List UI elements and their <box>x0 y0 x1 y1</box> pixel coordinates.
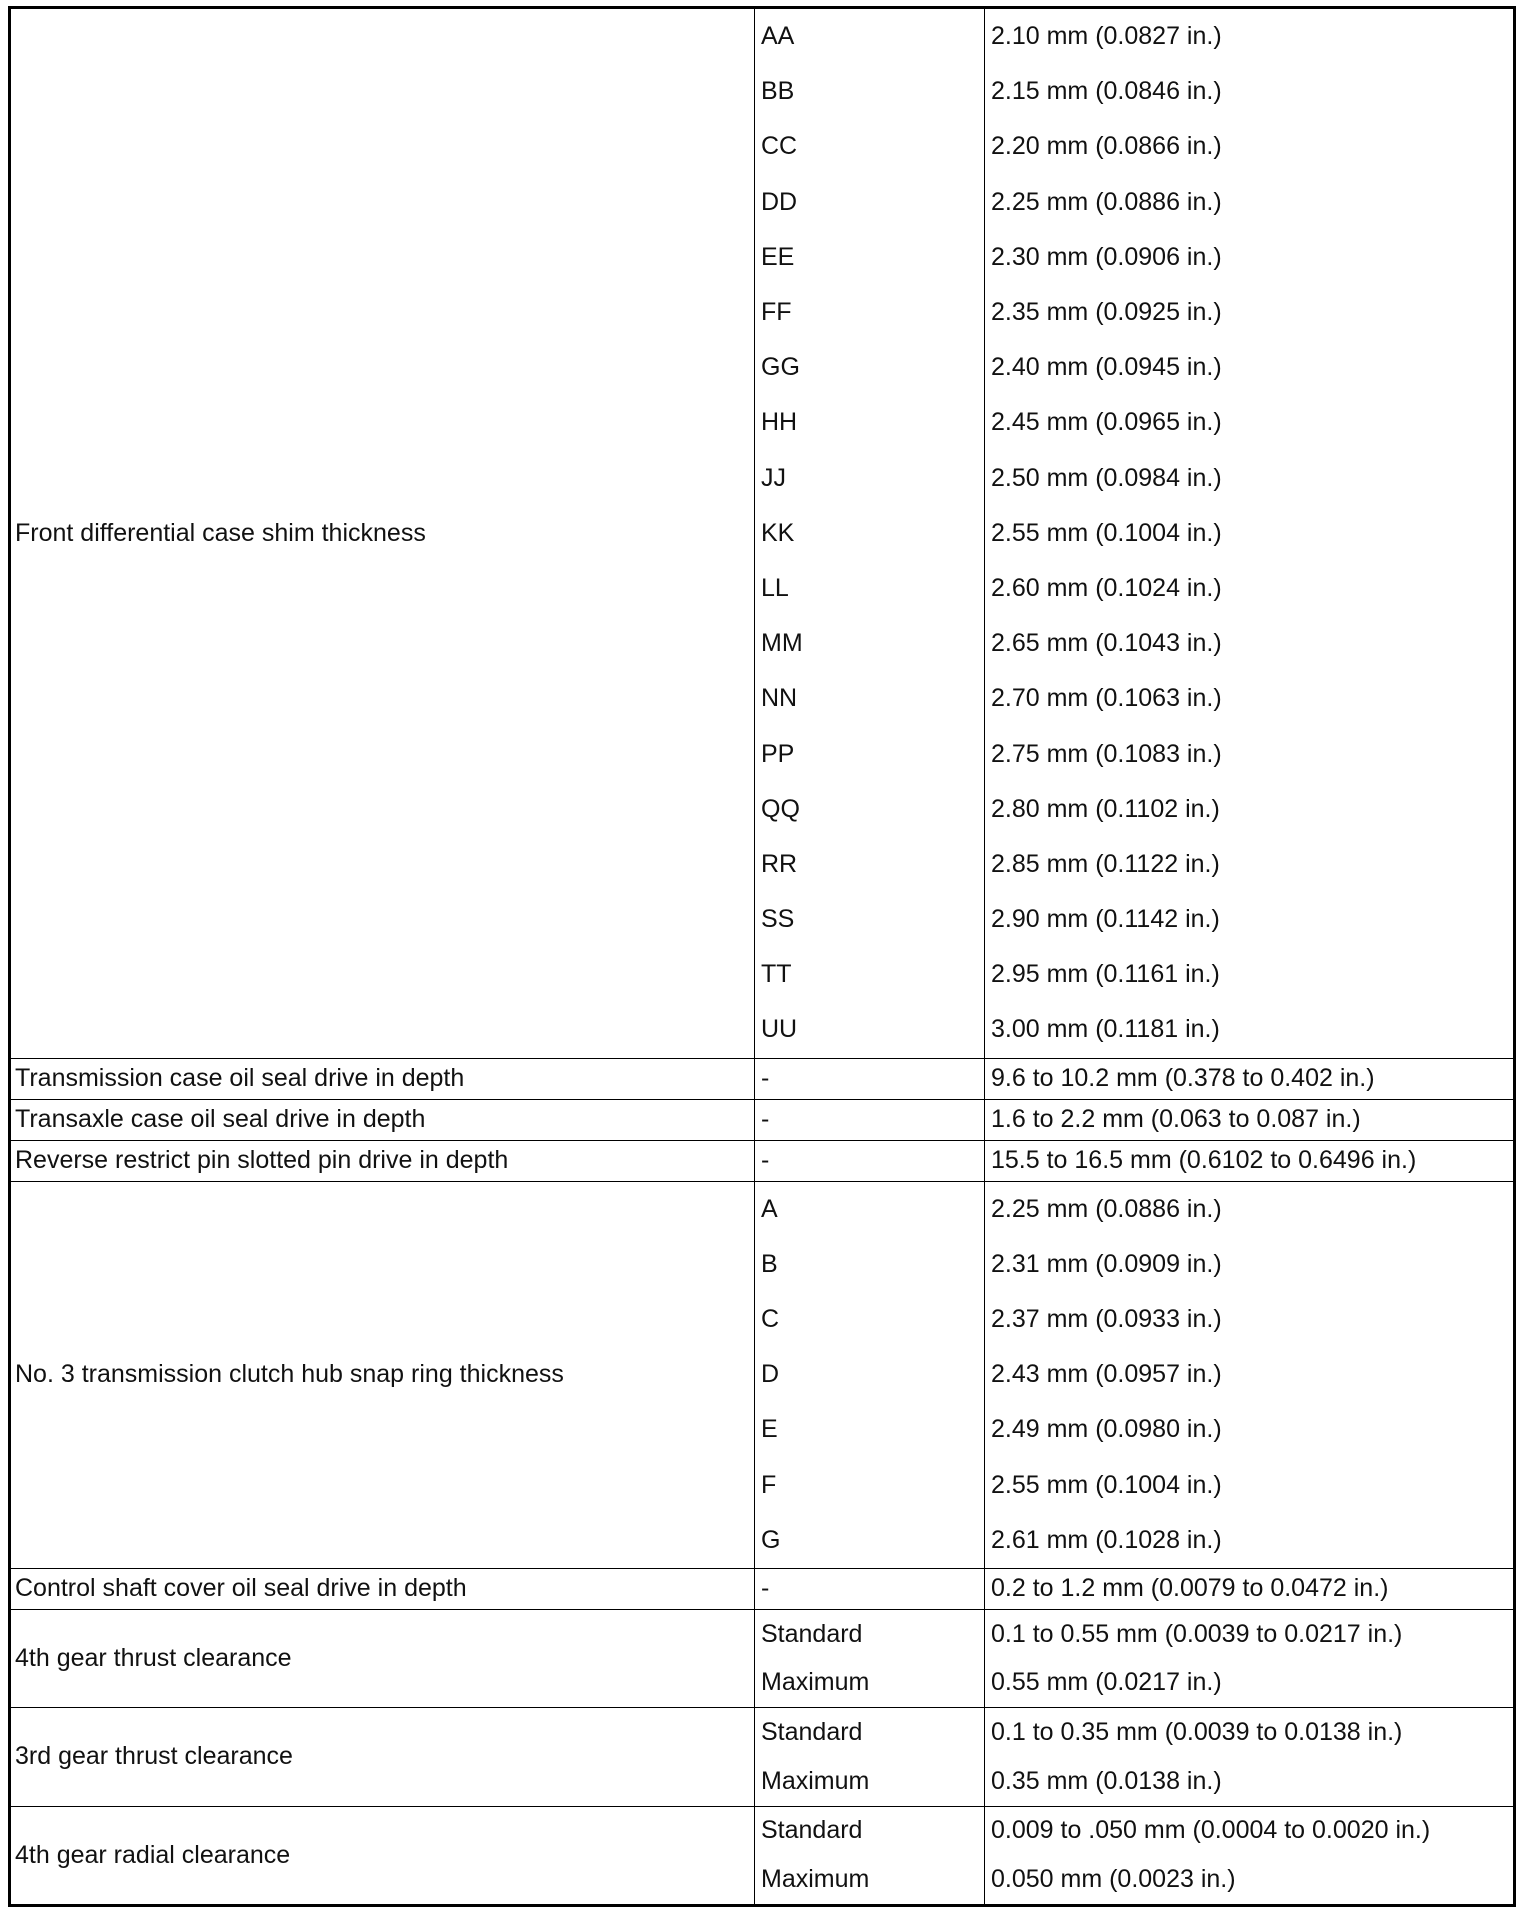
value: 2.90 mm (0.1142 in.) <box>991 905 1220 934</box>
code-cell <box>755 1609 985 1707</box>
value: 0.050 mm (0.0023 in.) <box>991 1865 1236 1894</box>
item-label: 4th gear radial clearance <box>10 1806 755 1905</box>
value: 2.37 mm (0.0933 in.) <box>991 1305 1222 1334</box>
code: Maximum <box>761 1865 870 1894</box>
value: 2.75 mm (0.1083 in.) <box>991 739 1222 768</box>
code: D <box>761 1360 780 1389</box>
code: TT <box>761 960 792 989</box>
code: PP <box>761 739 795 768</box>
value: 2.45 mm (0.0965 in.) <box>991 408 1222 437</box>
value: 0.35 mm (0.0138 in.) <box>991 1766 1222 1795</box>
code-cell <box>755 1708 985 1806</box>
code: - <box>755 1568 985 1609</box>
value-cell <box>985 1806 1515 1905</box>
value: 2.43 mm (0.0957 in.) <box>991 1360 1222 1389</box>
code: GG <box>761 353 800 382</box>
table-row <box>10 1708 1515 1806</box>
table-row <box>10 8 1515 1059</box>
code: KK <box>761 518 795 547</box>
value: 3.00 mm (0.1181 in.) <box>991 1015 1220 1044</box>
table-row <box>10 1099 1515 1140</box>
value: 2.55 mm (0.1004 in.) <box>991 1470 1222 1499</box>
value-cell <box>985 1181 1515 1568</box>
item-label: Control shaft cover oil seal drive in depth <box>10 1568 755 1609</box>
value: 2.31 mm (0.0909 in.) <box>991 1249 1222 1278</box>
value: 2.50 mm (0.0984 in.) <box>991 463 1222 492</box>
table-row <box>10 1609 1515 1707</box>
code: Maximum <box>761 1766 870 1795</box>
value: 1.6 to 2.2 mm (0.063 to 0.087 in.) <box>985 1099 1515 1140</box>
code: B <box>761 1249 778 1278</box>
code: QQ <box>761 794 800 823</box>
value: 2.25 mm (0.0886 in.) <box>991 187 1222 216</box>
code: BB <box>761 77 795 106</box>
value: 2.15 mm (0.0846 in.) <box>991 77 1222 106</box>
item-label: Transaxle case oil seal drive in depth <box>10 1099 755 1140</box>
value-cell <box>985 1609 1515 1707</box>
value: 9.6 to 10.2 mm (0.378 to 0.402 in.) <box>985 1058 1515 1099</box>
code: - <box>755 1140 985 1181</box>
code: AA <box>761 22 795 51</box>
value: 2.49 mm (0.0980 in.) <box>991 1415 1222 1444</box>
value: 2.85 mm (0.1122 in.) <box>991 849 1220 878</box>
value: 2.40 mm (0.0945 in.) <box>991 353 1222 382</box>
value-cell <box>985 8 1515 1059</box>
item-label: Reverse restrict pin slotted pin drive in depth <box>10 1140 755 1181</box>
code: UU <box>761 1015 798 1044</box>
code: JJ <box>761 463 786 492</box>
value: 2.70 mm (0.1063 in.) <box>991 684 1222 713</box>
item-label: 3rd gear thrust clearance <box>10 1708 755 1806</box>
table-row <box>10 1140 1515 1181</box>
code: SS <box>761 905 795 934</box>
value: 0.2 to 1.2 mm (0.0079 to 0.0472 in.) <box>985 1568 1515 1609</box>
value: 2.10 mm (0.0827 in.) <box>991 22 1222 51</box>
code-cell <box>755 8 985 1059</box>
value: 2.80 mm (0.1102 in.) <box>991 794 1220 823</box>
code: G <box>761 1525 781 1554</box>
table-row <box>10 1806 1515 1905</box>
table-row <box>10 1568 1515 1609</box>
code: - <box>755 1058 985 1099</box>
code-cell <box>755 1806 985 1905</box>
value: 0.009 to .050 mm (0.0004 to 0.0020 in.) <box>991 1816 1431 1845</box>
value: 2.35 mm (0.0925 in.) <box>991 298 1222 327</box>
code: E <box>761 1415 778 1444</box>
item-label: Front differential case shim thickness <box>10 8 755 1059</box>
value: 2.55 mm (0.1004 in.) <box>991 518 1222 547</box>
value: 2.65 mm (0.1043 in.) <box>991 629 1222 658</box>
code: - <box>755 1099 985 1140</box>
code: LL <box>761 573 789 602</box>
table-row <box>10 1181 1515 1568</box>
code: A <box>761 1194 778 1223</box>
value: 0.1 to 0.35 mm (0.0039 to 0.0138 in.) <box>991 1718 1403 1747</box>
code: Standard <box>761 1816 863 1845</box>
value: 2.61 mm (0.1028 in.) <box>991 1525 1222 1554</box>
code: NN <box>761 684 798 713</box>
code: FF <box>761 298 792 327</box>
code: DD <box>761 187 798 216</box>
value: 2.20 mm (0.0866 in.) <box>991 132 1222 161</box>
code: Maximum <box>761 1668 870 1697</box>
code: Standard <box>761 1718 863 1747</box>
code: C <box>761 1305 780 1334</box>
value: 15.5 to 16.5 mm (0.6102 to 0.6496 in.) <box>985 1140 1515 1181</box>
code: MM <box>761 629 803 658</box>
item-label: No. 3 transmission clutch hub snap ring thickness <box>10 1181 755 1568</box>
specification-table <box>8 6 1516 1907</box>
code: CC <box>761 132 798 161</box>
code-cell <box>755 1181 985 1568</box>
code: Standard <box>761 1619 863 1648</box>
table-row <box>10 1058 1515 1099</box>
code: RR <box>761 849 798 878</box>
value: 2.60 mm (0.1024 in.) <box>991 573 1222 602</box>
value: 2.30 mm (0.0906 in.) <box>991 242 1222 271</box>
code: F <box>761 1470 777 1499</box>
code: HH <box>761 408 798 437</box>
value: 2.25 mm (0.0886 in.) <box>991 1194 1222 1223</box>
value: 2.95 mm (0.1161 in.) <box>991 960 1220 989</box>
item-label: 4th gear thrust clearance <box>10 1609 755 1707</box>
code: EE <box>761 242 795 271</box>
item-label: Transmission case oil seal drive in depth <box>10 1058 755 1099</box>
value: 0.55 mm (0.0217 in.) <box>991 1668 1222 1697</box>
value: 0.1 to 0.55 mm (0.0039 to 0.0217 in.) <box>991 1619 1403 1648</box>
value-cell <box>985 1708 1515 1806</box>
